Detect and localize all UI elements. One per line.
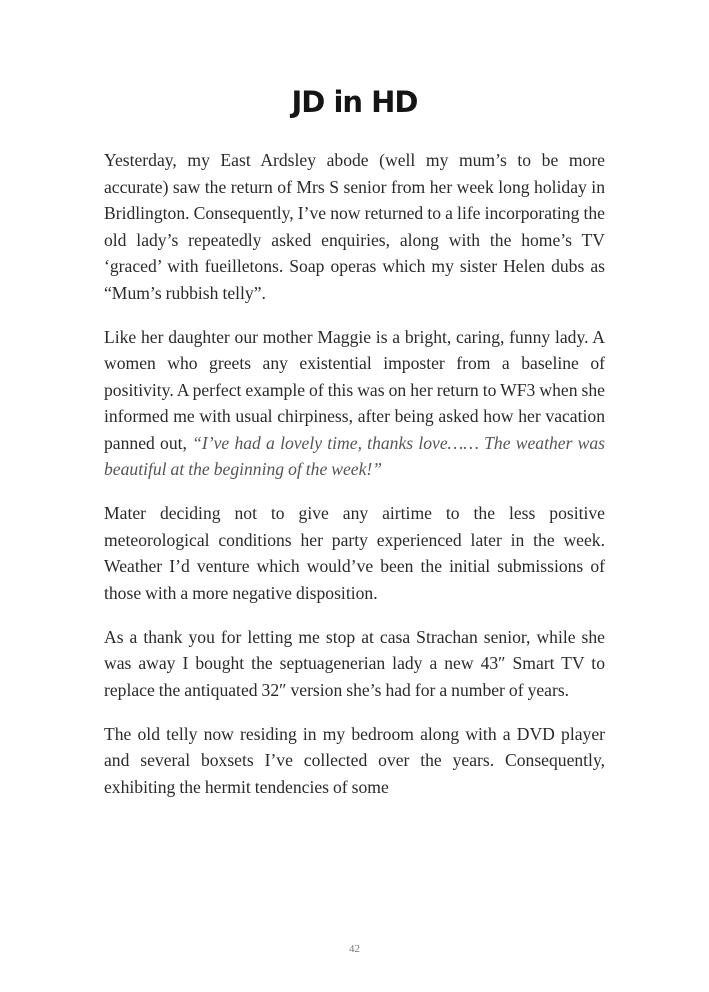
paragraph-5: The old telly now residing in my bedroom along with a DVD player and several boxsets I’ve collected over the years. Consequently, exhibiting the hermit tendencies of some [104, 723, 605, 797]
paragraph-1: Yesterday, my East Ardsley abode (well my mum’s to be more accurate) saw the return of Mrs S senior from her week long holiday in Bridlington. Consequently, I’ve now returned to a life incorporating the old lady’s repeatedly asked enquiries, along with the home’s TV ‘graced’ with fueilletons. Soap operas which my sister Helen dubs as “Mum’s rubbish telly”. [104, 150, 605, 303]
chapter-title: JD in HD [291, 85, 418, 119]
paragraph-2 [104, 324, 605, 483]
page-number: 42 [349, 943, 360, 955]
paragraph-2-text: Like her daughter our mother Maggie is a bright, caring, funny lady. A women who greets any existential imposter from a baseline of positivity. A perfect example of this was on her return to WF3 when she informed me with usual chirpiness, after being asked how her vacation panned out, [104, 326, 605, 453]
chapter-body [104, 147, 605, 818]
mother-quote: “I’ve had a lovely time, thanks love…… The weather was beautiful at the beginning of the week!” [104, 432, 606, 479]
paragraph-3: Mater deciding not to give any airtime to the less positive meteorological conditions her party experienced later in the week. Weather I’d venture which would’ve been the initial submissions of those with a more negative disposition. [104, 503, 605, 603]
paragraph-4: As a thank you for letting me stop at casa Strachan senior, while she was away I bought the septuagenerian lady a new 43″ Smart TV to replace the antiquated 32″ version she’s had for a number of years. [104, 626, 605, 700]
